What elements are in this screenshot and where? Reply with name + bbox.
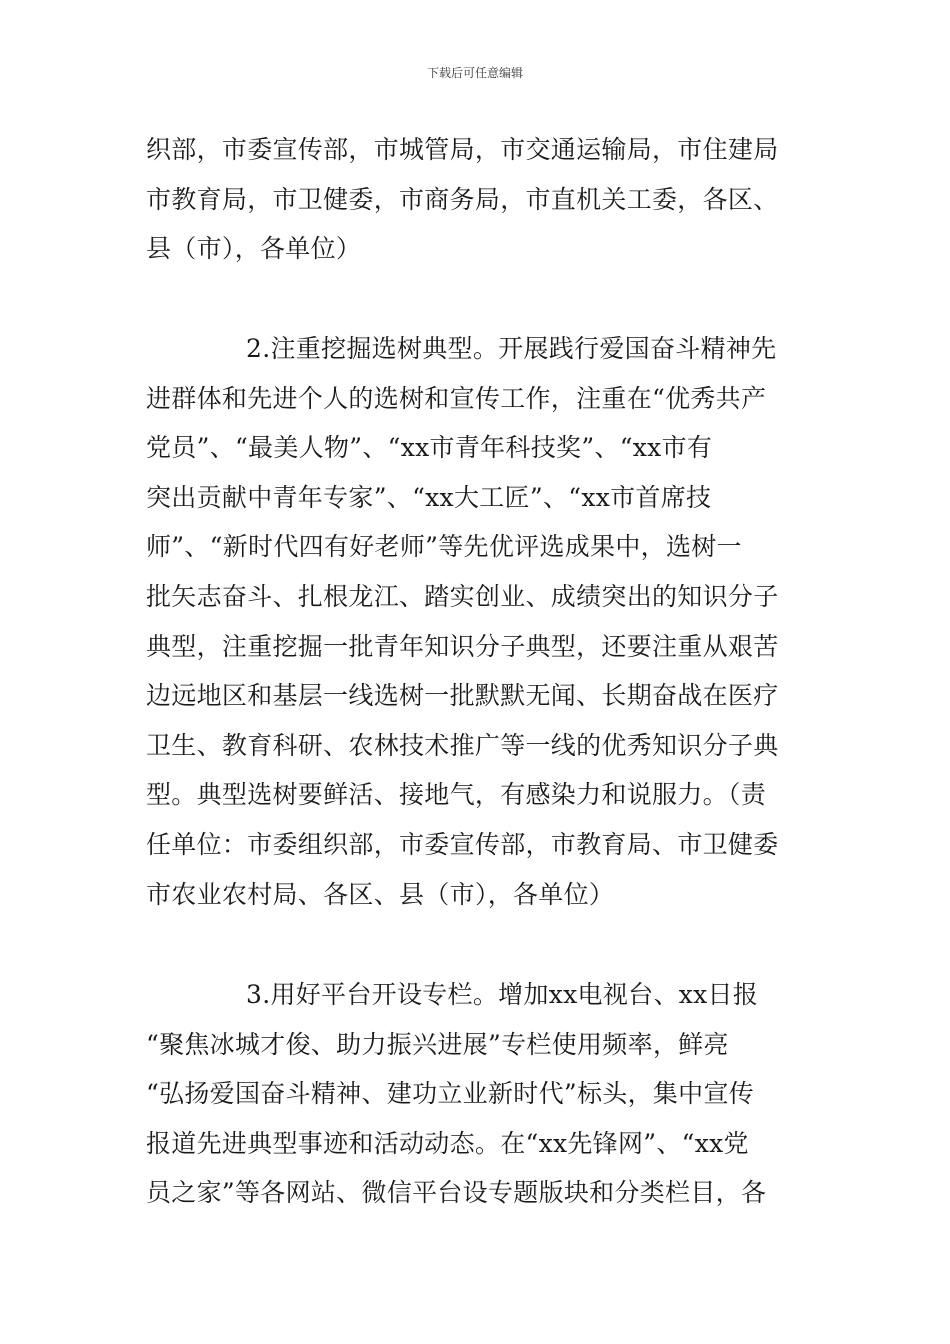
text-line: 报道先进典型事迹和活动动态。在“xx先锋网”、“xx党	[146, 1128, 749, 1158]
text-line: 员之家”等各网站、微信平台设专题版块和分类栏目，各	[146, 1178, 767, 1208]
text-line: 进群体和先进个人的选树和宣传工作，注重在“优秀共产	[146, 383, 767, 413]
text-line: 师”、“新时代四有好老师”等先优评选成果中，选树一	[146, 532, 742, 562]
page-header: 下载后可任意编辑	[426, 66, 523, 80]
text-line: 批矢志奋斗、扎根龙江、踏实创业、成绩突出的知识分子	[146, 581, 779, 611]
text-line: 卫生、教育科研、农林技术推广等一线的优秀知识分子典	[146, 730, 779, 760]
text-line: 3.用好平台开设专栏。增加xx电视台、xx日报	[246, 980, 759, 1009]
text-line: 党员”、“最美人物”、“xx市青年科技奖”、“xx市有	[146, 433, 713, 463]
text-line: 市教育局，市卫健委，市商务局，市直机关工委，各区、	[146, 184, 779, 214]
paragraph-3	[146, 970, 808, 1218]
paragraph-2	[146, 324, 808, 919]
text-line: 任单位：市委组织部，市委宣传部，市教育局、市卫健委	[146, 829, 779, 859]
text-line: 市农业农村局、各区、县（市），各单位）	[146, 879, 615, 909]
text-line: “聚焦冰城才俊、助力振兴进展”专栏使用频率，鲜亮	[146, 1029, 729, 1059]
paragraph-1	[146, 125, 808, 274]
text-line: 典型，注重挖掘一批青年知识分子典型，还要注重从艰苦	[146, 631, 779, 661]
text-line: 2.注重挖掘选树典型。开展践行爱国奋斗精神先	[246, 334, 777, 363]
text-line: 突出贡献中青年专家”、“xx大工匠”、“xx市首席技	[146, 482, 712, 512]
text-line: 织部，市委宣传部，市城管局，市交通运输局，市住建局	[146, 135, 779, 164]
text-line: 县（市），各单位）	[146, 234, 362, 264]
text-line: “弘扬爱国奋斗精神、建功立业新时代”标头，集中宣传	[146, 1079, 755, 1109]
text-line: 边远地区和基层一线选树一批默默无闻、长期奋战在医疗	[146, 681, 779, 711]
text-line: 型。典型选树要鲜活、接地气，有感染力和说服力。（责	[146, 780, 767, 810]
